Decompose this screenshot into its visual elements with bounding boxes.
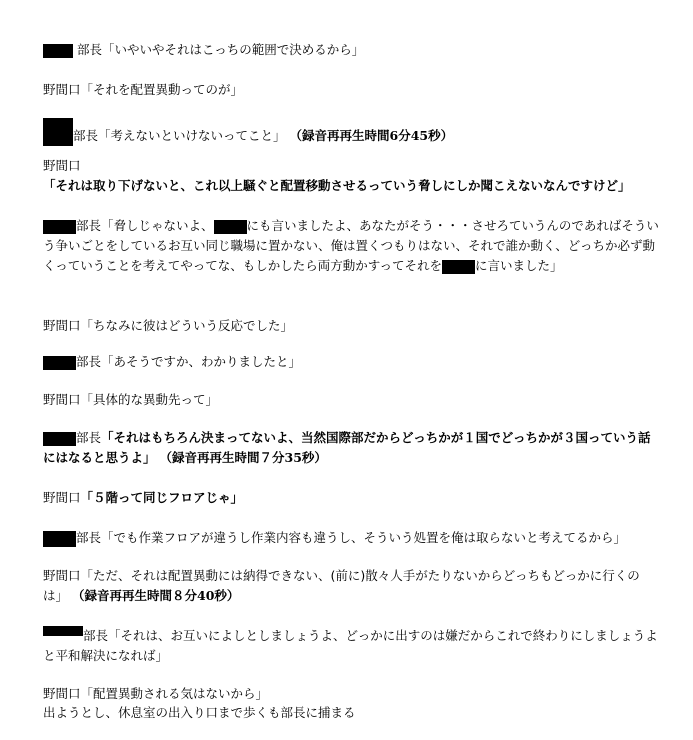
narration-text: 出ようとし、休息室の出入り口まで歩くも部長に捕まる: [43, 705, 356, 720]
speaker-label: 野間口: [43, 158, 81, 173]
transcript-line-14: [43, 684, 663, 704]
recording-timestamp: （録音再再生時間８分40秒）: [72, 588, 240, 603]
transcript-line-2: [43, 80, 663, 100]
quote-text: 「ちなみに彼はどういう反応でした」: [80, 318, 294, 333]
transcript-line-7: [43, 352, 663, 372]
speaker-label: 野間口: [43, 686, 81, 701]
redacted-name: [43, 220, 76, 234]
redacted-name: [43, 432, 76, 446]
recording-timestamp: （録音再再生時間７分35秒）: [159, 450, 327, 465]
quote-text: 「ただ、それは配置異動には納得できない、(前に)散々人手がたりないからどっちもどっかに行くのは」: [43, 568, 640, 603]
quote-text: 「配置異動される気はないから」: [80, 686, 269, 701]
quote-text: 「いやいやそれはこっちの範囲で決めるから」: [102, 42, 365, 57]
speaker-label: 野間口: [43, 392, 81, 407]
transcript-line-9: [43, 428, 663, 468]
redacted-name: [43, 118, 73, 146]
quote-text: 「それは取り下げないと、これ以上騒ぐと配置移動させるっていう脅しにしか聞こえないなんですけど」: [43, 178, 631, 193]
redacted-name: [43, 626, 83, 636]
quote-text: 「それを配置異動ってのが」: [80, 82, 244, 97]
redacted-name: [214, 220, 247, 234]
transcript-line-5: [43, 216, 663, 276]
redacted-name: [43, 531, 76, 547]
quote-text: 「それはもちろん決まってないよ、当然国際部だからどっちかが１国でどっちかが３国っていう話にはなると思うよ」: [43, 430, 651, 465]
speaker-label: 部長: [76, 42, 102, 57]
quote-text-part-1: 「脅しじゃないよ、: [101, 218, 214, 233]
quote-text: 「あそうですか、わかりましたと」: [101, 354, 302, 369]
quote-text: 「でも作業フロアが違うし作業内容も違うし、そういう処置を俺は取らないと考えてるから」: [101, 530, 627, 545]
transcript-line-4: [43, 156, 663, 196]
quote-text: 「それは、お互いによしとしましょうよ、どっかに出すのは嫌だからこれで終わりにしましょうよと平和解決になれば」: [43, 628, 658, 663]
speaker-label: 部長: [76, 354, 102, 369]
transcript-line-12: [43, 566, 663, 606]
redacted-name: [43, 356, 76, 370]
recording-timestamp: （録音再再生時間6分45秒）: [289, 128, 454, 143]
speaker-label: 部長: [73, 128, 99, 143]
quote-text: 「５階って同じフロアじゃ」: [80, 490, 244, 505]
speaker-label: 部長: [76, 430, 102, 445]
transcript-line-6: [43, 316, 663, 336]
transcript-line-11: [43, 528, 663, 548]
quote-text-part-3: に言いました」: [475, 258, 563, 273]
transcript-line-8: [43, 390, 663, 410]
quote-text: 「具体的な異動先って」: [80, 392, 219, 407]
narration-line: [43, 703, 663, 723]
speaker-label: 野間口: [43, 490, 81, 505]
transcript-line-3: [43, 118, 663, 146]
speaker-label: 野間口: [43, 318, 81, 333]
speaker-label: 野間口: [43, 568, 81, 583]
redacted-name: [442, 260, 475, 274]
speaker-label: 野間口: [43, 82, 81, 97]
quote-text-part-2: にも言いましたよ、あなたがそう・・・させろていうんのであればそういう争いごとをしているお互い同じ職場に置かない、俺は置くつもりはない、それで誰か動く、どっちか必ず動くっていうことを考えてやってな、もしかしたら両方動かすってそれを: [43, 218, 659, 273]
transcript-line-13: [43, 626, 663, 666]
transcript-line-1: [43, 40, 663, 60]
speaker-label: 部長: [76, 218, 102, 233]
speaker-label: 部長: [83, 628, 109, 643]
speaker-label: 部長: [76, 530, 102, 545]
quote-text: 「考えないといけないってこと」: [98, 128, 286, 143]
transcript-line-10: [43, 488, 663, 508]
redacted-name: [43, 44, 73, 58]
